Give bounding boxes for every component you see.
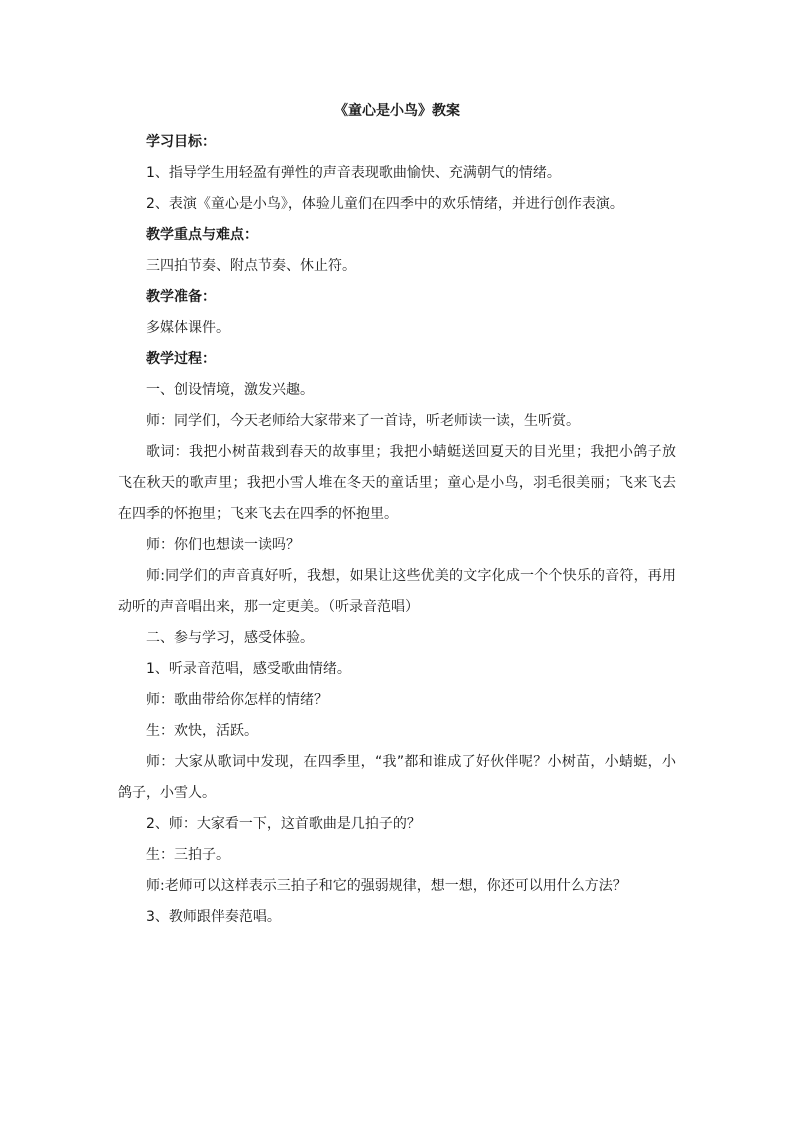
paragraph: 生：欢快，活跃。 — [146, 723, 258, 739]
section-heading: 教学重点与难点： — [146, 227, 258, 243]
paragraph: 师：你们也想读一读吗？ — [146, 537, 300, 553]
paragraph: 1、听录音范唱，感受歌曲情绪。 — [146, 661, 351, 677]
paragraph: 1、指导学生用轻盈有弹性的声音表现歌曲愉快、充满朝气的情绪。 — [146, 165, 561, 181]
paragraph: 师:老师可以这样表示三拍子和它的强弱规律，想一想，你还可以用什么方法？ — [146, 878, 627, 894]
paragraph: 三四拍节奏、附点节奏、休止符。 — [146, 258, 356, 274]
paragraph: 师：大家从歌词中发现，在四季里，“我”都和谁成了好伙伴呢？小树苗，小蜻蜓，小鸽子，小雪人。 — [118, 754, 676, 801]
paragraph: 一、创设情境，激发兴趣。 — [146, 382, 314, 398]
paragraph: 2、表演《童心是小鸟》，体验儿童们在四季中的欢乐情绪，并进行创作表演。 — [146, 196, 624, 212]
paragraph: 歌词：我把小树苗栽到春天的故事里；我把小蜻蜓送回夏天的目光里；我把小鸽子放飞在秋天的歌声里；我把小雪人堆在冬天的童话里；童心是小鸟，羽毛很美丽；飞来飞去在四季的怀抱里；飞来飞去在四季的怀抱里。 — [118, 444, 676, 522]
paragraph: 师：歌曲带给你怎样的情绪？ — [146, 692, 328, 708]
section-heading: 教学准备： — [146, 289, 216, 305]
paragraph: 2、师：大家看一下，这首歌曲是几拍子的？ — [146, 816, 421, 832]
paragraph: 3、教师跟伴奏范唱。 — [146, 909, 281, 925]
document-page — [118, 96, 676, 933]
section-heading: 学习目标： — [146, 134, 216, 150]
paragraph: 师:同学们的声音真好听，我想，如果让这些优美的文字化成一个个快乐的音符，再用动听的声音唱出来，那一定更美。（听录音范唱） — [118, 568, 676, 615]
document-title: 《童心是小鸟》教案 — [334, 103, 460, 119]
paragraph: 多媒体课件。 — [146, 320, 230, 336]
section-heading: 教学过程： — [146, 351, 216, 367]
paragraph: 二、参与学习，感受体验。 — [146, 630, 314, 646]
paragraph: 生：三拍子。 — [146, 847, 230, 863]
paragraph: 师：同学们，今天老师给大家带来了一首诗，听老师读一读，生听赏。 — [146, 413, 580, 429]
document-body — [118, 127, 676, 933]
